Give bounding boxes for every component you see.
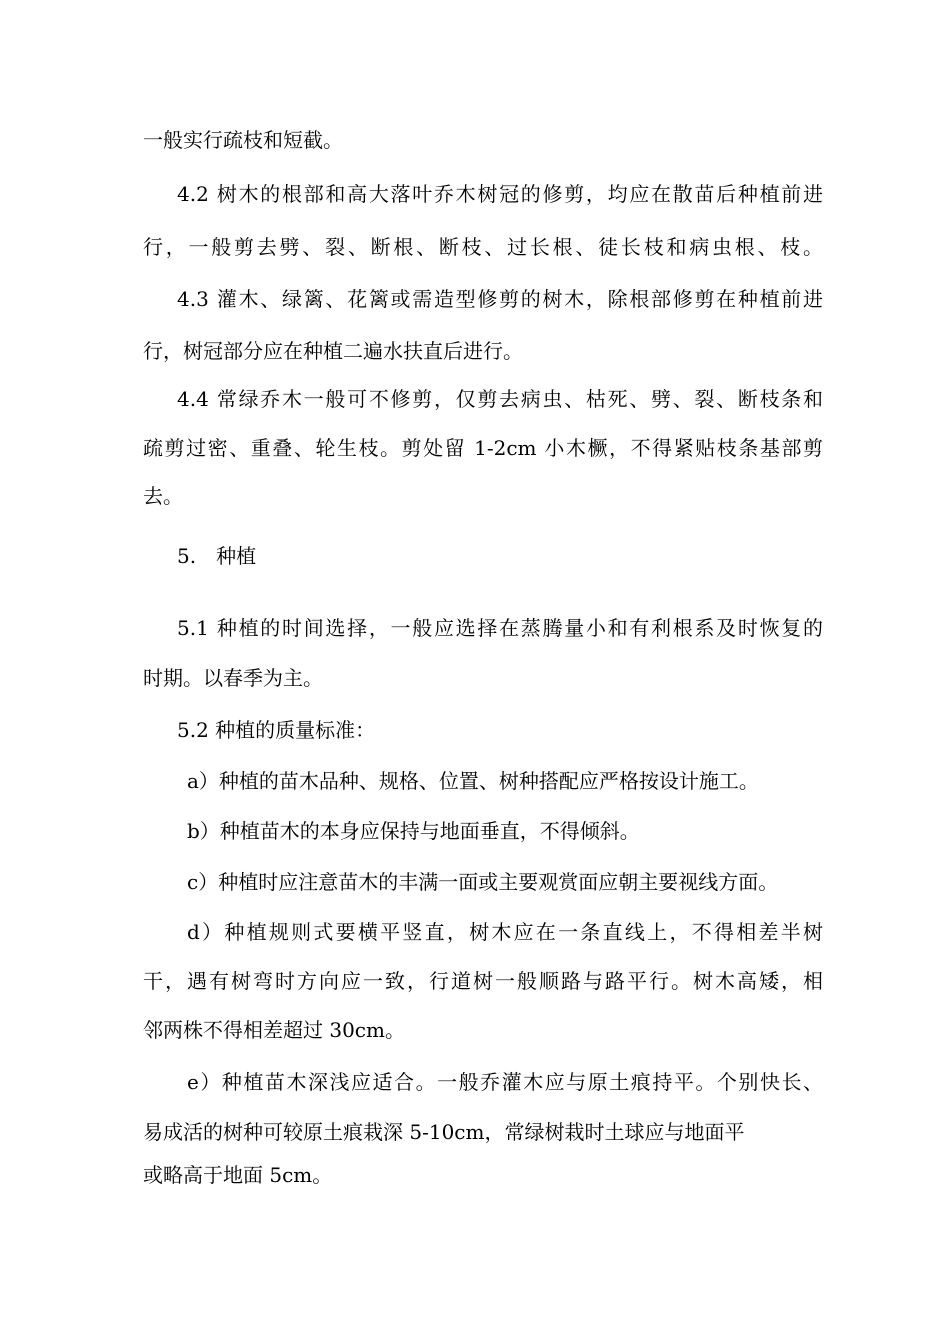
text-line: 疏剪过密、重叠、轮生枝。剪处留 1-2cm 小木橛，不得紧贴枝条基部剪 bbox=[143, 436, 823, 460]
text-line: 5.1 种植的时间选择，一般应选择在蒸腾量小和有利根系及时恢复的 bbox=[177, 616, 823, 640]
text-line: 或略高于地面 5cm。 bbox=[143, 1163, 333, 1187]
text-line: 4.3 灌木、绿篱、花篱或需造型修剪的树木，除根部修剪在种植前进 bbox=[177, 287, 823, 311]
text-line: 易成活的树种可较原土痕栽深 5-10cm，常绿树栽时土球应与地面平 bbox=[143, 1120, 745, 1144]
text-line: 一般实行疏枝和短截。 bbox=[143, 128, 343, 152]
list-item: b）种植苗木的本身应保持与地面垂直，不得倾斜。 bbox=[187, 819, 640, 843]
list-item: e）种植苗木深浅应适合。一般乔灌木应与原土痕持平。个别快长、 bbox=[187, 1070, 823, 1094]
text-line: 邻两株不得相差超过 30cm。 bbox=[143, 1018, 405, 1042]
list-item: d）种植规则式要横平竖直，树木应在一条直线上，不得相差半树 bbox=[187, 920, 823, 944]
text-line: 5.2 种植的质量标准： bbox=[177, 718, 376, 742]
list-item: c）种植时应注意苗木的丰满一面或主要观赏面应朝主要视线方面。 bbox=[187, 870, 779, 894]
text-line: 时期。以春季为主。 bbox=[143, 666, 323, 690]
text-line: 4.2 树木的根部和高大落叶乔木树冠的修剪，均应在散苗后种植前进 bbox=[177, 182, 823, 206]
text-line: 4.4 常绿乔木一般可不修剪，仅剪去病虫、枯死、劈、裂、断枝条和 bbox=[177, 387, 823, 411]
section-heading: 5. 种植 bbox=[177, 544, 257, 568]
text-line: 行，一般剪去劈、裂、断根、断枝、过长根、徒长枝和病虫根、枝。 bbox=[143, 235, 823, 259]
text-line: 行，树冠部分应在种植二遍水扶直后进行。 bbox=[143, 339, 523, 363]
list-item: a）种植的苗木品种、规格、位置、树种搭配应严格按设计施工。 bbox=[187, 769, 759, 793]
text-line: 去。 bbox=[143, 484, 183, 508]
text-line: 干，遇有树弯时方向应一致，行道树一般顺路与路平行。树木高矮，相 bbox=[143, 969, 823, 993]
